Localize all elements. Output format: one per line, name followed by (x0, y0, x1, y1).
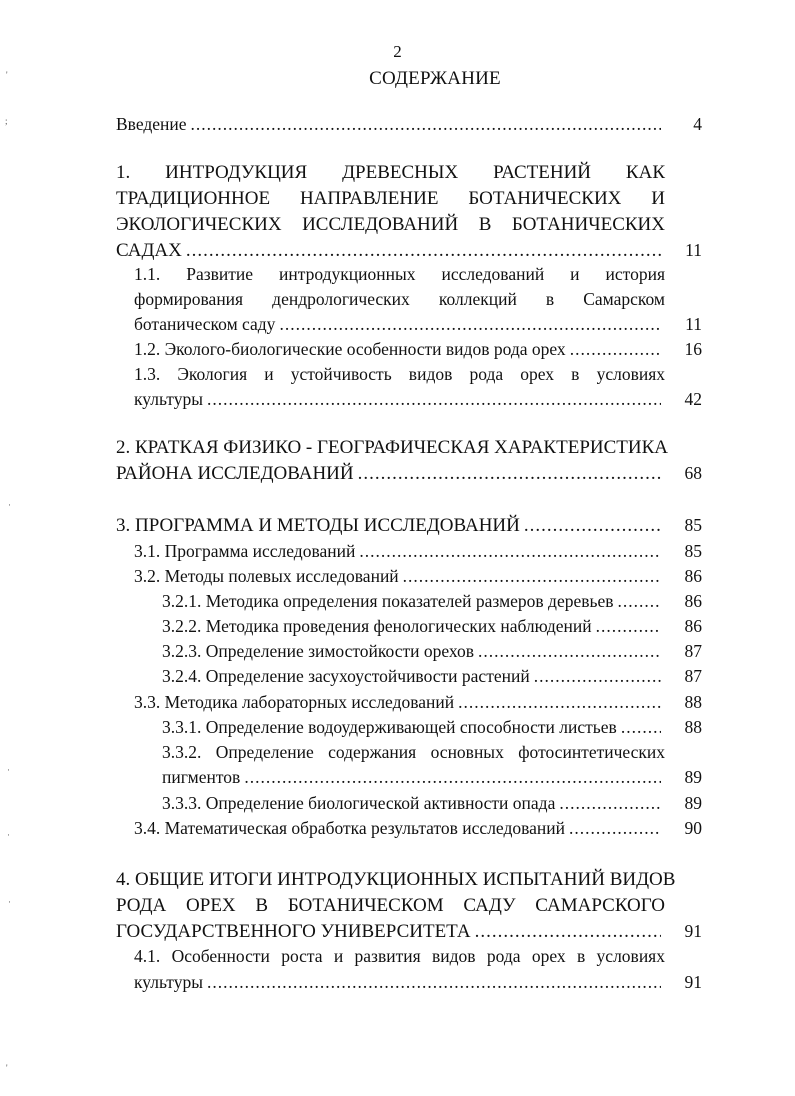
toc-page-number: 86 (684, 566, 702, 586)
toc-entry-text: ГОСУДАРСТВЕННОГО УНИВЕРСИТЕТА (116, 921, 471, 942)
toc-entry-line: РОДА ОРЕХ В БОТАНИЧЕСКОМ САДУ САМАРСКОГО (116, 895, 665, 916)
toc-entry-text: Введение (116, 114, 187, 134)
toc-leader-dots (207, 387, 661, 412)
toc-entry-line (116, 919, 665, 944)
toc-entry-text: 3.2. Методы полевых исследований (134, 566, 399, 586)
toc-entry-line: 1.3. Экология и устойчивость видов рода орех в условиях (134, 364, 665, 384)
toc-leader-dots (244, 765, 661, 790)
toc-entry-line (134, 337, 665, 362)
toc-page-number: 86 (684, 616, 702, 636)
toc-leader-dots (596, 614, 661, 639)
toc-page-number: 88 (684, 717, 702, 737)
toc-entry-line: 4.1. Особенности роста и развития видов рода орех в условиях (134, 946, 665, 966)
toc-leader-dots (358, 461, 661, 486)
toc-entry-line (116, 513, 665, 538)
toc-page-number: 89 (684, 767, 702, 787)
toc-page-number: 11 (685, 240, 702, 260)
toc-leader-dots (534, 664, 661, 689)
toc-entry-text: 3.2.4. Определение засухоустойчивости растений (162, 666, 530, 686)
toc-entry-line (116, 461, 665, 486)
toc-page-number: 88 (684, 692, 702, 712)
toc-entry-line (134, 816, 665, 841)
toc-entry-text: САДАХ (116, 240, 182, 261)
toc-entry-text: 3.2.2. Методика проведения фенологических наблюдений (162, 616, 592, 636)
toc-page-number: 89 (684, 793, 702, 813)
toc-page-number: 85 (684, 515, 702, 535)
toc-entry-text: пигментов (162, 767, 241, 787)
toc-entry-text: 3. ПРОГРАММА И МЕТОДЫ ИССЛЕДОВАНИЙ (116, 515, 520, 536)
toc-page-number: 85 (684, 541, 702, 561)
toc-entry-line (162, 715, 665, 740)
toc-entry-line (134, 970, 665, 995)
toc-entry-line: ТРАДИЦИОННОЕ НАПРАВЛЕНИЕ БОТАНИЧЕСКИХ И (116, 188, 665, 209)
toc-entry-line (134, 312, 665, 337)
toc-entry-line (162, 765, 665, 790)
toc-leader-dots (207, 970, 661, 995)
toc-leader-dots (458, 690, 661, 715)
toc-page-number: 11 (685, 314, 702, 334)
toc-leader-dots (279, 312, 661, 337)
toc-page-number: 16 (684, 339, 702, 359)
toc-leader-dots (403, 564, 661, 589)
toc-entry-line (162, 589, 665, 614)
toc-page-number: 86 (684, 591, 702, 611)
toc-entry-text: 3.3.3. Определение биологической активности опада (162, 793, 556, 813)
toc-entry-line (134, 387, 665, 412)
toc-leader-dots (475, 919, 661, 944)
toc-entry-line: 2. КРАТКАЯ ФИЗИКО - ГЕОГРАФИЧЕСКАЯ ХАРАКТЕРИСТИКА (116, 437, 669, 458)
toc-entry-line: 3.3.2. Определение содержания основных фотосинтетических (162, 742, 665, 762)
toc-leader-dots (618, 589, 661, 614)
toc-leader-dots (621, 715, 661, 740)
toc-entry-text: 3.2.1. Методика определения показателей размеров деревьев (162, 591, 614, 611)
toc-entry-line: ЭКОЛОГИЧЕСКИХ ИССЛЕДОВАНИЙ В БОТАНИЧЕСКИХ (116, 214, 665, 235)
toc-entry-text: 3.2.3. Определение зимостойкости орехов (162, 641, 475, 661)
toc-entry-line (162, 664, 665, 689)
toc-entry-text: 3.3.1. Определение водоудерживающей способности листьев (162, 717, 617, 737)
toc-title: СОДЕРЖАНИЕ (369, 68, 501, 89)
toc-page-number: 91 (684, 972, 702, 992)
toc-entry-text: РАЙОНА ИССЛЕДОВАНИЙ (116, 463, 354, 484)
toc-page-number: 68 (684, 463, 702, 483)
toc-leader-dots (559, 791, 661, 816)
toc-page-number: 87 (684, 666, 702, 686)
toc-entry-text: культуры (134, 972, 203, 992)
page-number: 2 (393, 42, 402, 61)
toc-page-number: 91 (684, 921, 702, 941)
toc-entry-line (116, 238, 665, 263)
toc-page-number: 42 (684, 389, 702, 409)
toc-entry-line: формирования дендрологических коллекций в Самарском (134, 289, 665, 309)
toc-entry-line: 1.1. Развитие интродукционных исследований и история (134, 264, 665, 284)
toc-entry-text: культуры (134, 389, 203, 409)
toc-entry-line (162, 614, 665, 639)
toc-leader-dots (359, 539, 661, 564)
toc-entry-line: 1. ИНТРОДУКЦИЯ ДРЕВЕСНЫХ РАСТЕНИЙ КАК (116, 162, 665, 183)
toc-entry-line (134, 690, 665, 715)
toc-leader-dots (569, 816, 661, 841)
toc-leader-dots (186, 238, 661, 263)
toc-entry-line (134, 564, 665, 589)
toc-leader-dots (191, 112, 661, 137)
toc-entry-text: 3.1. Программа исследований (134, 541, 356, 561)
toc-entry-text: 3.3. Методика лабораторных исследований (134, 692, 455, 712)
toc-entry-line (134, 539, 665, 564)
toc-entry-line (162, 639, 665, 664)
toc-entry-text: 3.4. Математическая обработка результатов исследований (134, 818, 566, 838)
toc-entry-text: ботаническом саду (134, 314, 276, 334)
toc-leader-dots (478, 639, 661, 664)
toc-page-number: 90 (684, 818, 702, 838)
toc-entry-line (116, 112, 665, 137)
toc-entry-line (162, 791, 665, 816)
toc-entry-text: 1.2. Эколого-биологические особенности видов рода орех (134, 339, 566, 359)
toc-page-number: 87 (684, 641, 702, 661)
toc-entry-line: 4. ОБЩИЕ ИТОГИ ИНТРОДУКЦИОННЫХ ИСПЫТАНИЙ ВИДОВ (116, 869, 676, 890)
toc-leader-dots (524, 513, 661, 538)
toc-page-number: 4 (693, 114, 702, 134)
toc-leader-dots (570, 337, 661, 362)
